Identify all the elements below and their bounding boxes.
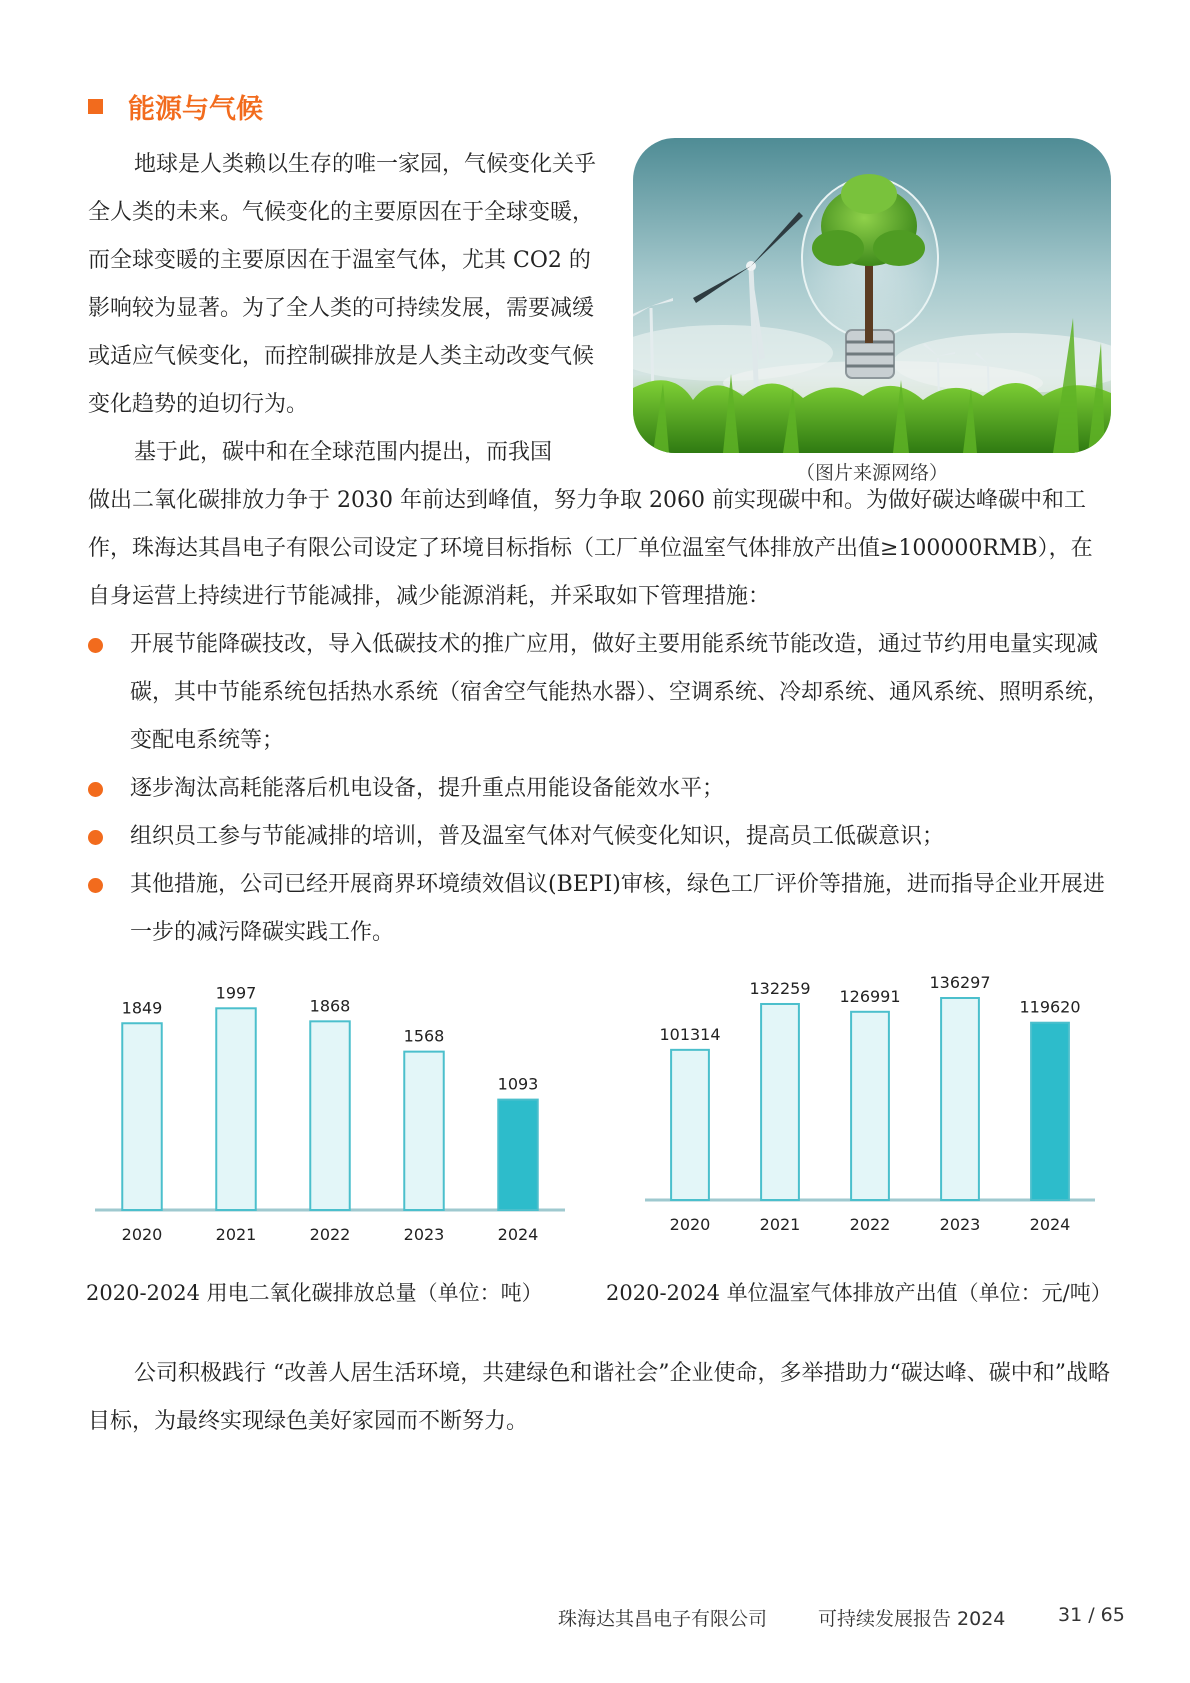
measure-text: 其他措施，公司已经开展商界环境绩效倡议(BEPI)审核，绿色工厂评价等措施，进而指导企业开展进一步的减污降碳实践工作。 bbox=[130, 872, 1105, 945]
measure-text: 逐步淘汰高耗能落后机电设备，提升重点用能设备能效水平； bbox=[130, 776, 725, 801]
x-tick-label: 2022 bbox=[849, 1215, 891, 1234]
chart-caption-co2: 2020-2024 用电二氧化碳排放总量（单位：吨） bbox=[86, 1281, 543, 1305]
data-label: 1849 bbox=[121, 998, 163, 1018]
x-tick-label: 2023 bbox=[403, 1225, 445, 1244]
x-tick-label: 2024 bbox=[1029, 1215, 1071, 1234]
bullet-dot-icon bbox=[88, 830, 103, 845]
x-tick-label: 2022 bbox=[309, 1225, 351, 1244]
list-item bbox=[88, 765, 1113, 813]
bullet-dot-icon bbox=[88, 878, 103, 893]
bar-2020 bbox=[671, 1050, 709, 1200]
ghg-output-value-bar-chart bbox=[645, 958, 1095, 1250]
bar-2021 bbox=[216, 1008, 255, 1210]
lightbulb-tree-wind-turbine-image bbox=[633, 138, 1111, 453]
bar-2022 bbox=[851, 1012, 889, 1200]
bar-2021 bbox=[761, 1004, 799, 1200]
data-label: 1868 bbox=[309, 996, 351, 1016]
data-label: 136297 bbox=[929, 973, 991, 992]
list-item bbox=[88, 621, 1113, 765]
heading-square-icon bbox=[88, 99, 103, 114]
bar-2022 bbox=[310, 1021, 349, 1210]
bullet-dot-icon bbox=[88, 782, 103, 797]
footer-company: 珠海达其昌电子有限公司 bbox=[558, 1608, 768, 1630]
image-caption: （图片来源网络） bbox=[795, 462, 948, 484]
chart-caption-ghg: 2020-2024 单位温室气体排放产出值（单位：元/吨） bbox=[606, 1281, 1112, 1305]
x-tick-label: 2020 bbox=[121, 1225, 163, 1244]
x-tick-label: 2020 bbox=[669, 1215, 711, 1234]
intro-paragraph-2-rest: 做出二氧化碳排放力争于 2030 年前达到峰值，努力争取 2060 前实现碳中和。为做好碳达峰碳中和工作，珠海达其昌电子有限公司设定了环境目标指标（工厂单位温室气体排放产出值≥100000RMB），在自身运营上持续进行节能减排，减少能源消耗，并采取如下管理措施： bbox=[88, 488, 1093, 609]
bullet-dot-icon bbox=[88, 638, 103, 653]
measure-text: 开展节能降碳技改，导入低碳技术的推广应用，做好主要用能系统节能改造，通过节约用电量实现减碳，其中节能系统包括热水系统（宿舍空气能热水器）、空调系统、冷却系统、通风系统、照明系统，变配电系统等； bbox=[130, 632, 1110, 753]
data-label: 1093 bbox=[497, 1074, 539, 1094]
intro-paragraph-1: 地球是人类赖以生存的唯一家园，气候变化关乎全人类的未来。气候变化的主要原因在于全球变暖，而全球变暖的主要原因在于温室气体，尤其 CO2 的影响较为显著。为了全人类的可持续发展，需要减缓或适应气候变化，而控制碳排放是人类主动改变气候变化趋势的迫切行为。 bbox=[88, 152, 597, 417]
measures-list bbox=[88, 621, 1113, 957]
intro-paragraph-2-start: 基于此，碳中和在全球范围内提出，而我国 bbox=[134, 440, 553, 465]
list-item bbox=[88, 813, 1113, 861]
measure-text: 组织员工参与节能减排的培训，普及温室气体对气候变化知识，提高员工低碳意识； bbox=[130, 824, 945, 849]
section-heading bbox=[88, 86, 263, 126]
data-label: 101314 bbox=[659, 1024, 721, 1044]
co2-emissions-bar-chart bbox=[95, 968, 565, 1260]
list-item bbox=[88, 861, 1113, 957]
data-label: 132259 bbox=[749, 978, 811, 998]
section-title: 能源与气候 bbox=[128, 93, 263, 125]
data-label: 126991 bbox=[839, 986, 901, 1006]
bar-2023 bbox=[404, 1052, 443, 1210]
x-tick-label: 2021 bbox=[215, 1225, 257, 1244]
x-tick-label: 2023 bbox=[939, 1215, 981, 1234]
bar-chart-svg bbox=[645, 958, 1095, 1250]
data-label: 119620 bbox=[1019, 997, 1081, 1017]
data-label: 1568 bbox=[403, 1026, 445, 1046]
footer-report-title: 可持续发展报告 2024 bbox=[818, 1608, 1006, 1630]
data-label: 1997 bbox=[215, 983, 257, 1003]
footer-page-number: 31 / 65 bbox=[1058, 1604, 1125, 1626]
closing-paragraph: 公司积极践行 “改善人居生活环境，共建绿色和谐社会”企业使命，多举措助力“碳达峰、碳中和”战略目标，为最终实现绿色美好家园而不断努力。 bbox=[88, 1361, 1110, 1434]
bar-2020 bbox=[122, 1023, 161, 1210]
bar-2024 bbox=[498, 1100, 537, 1210]
bar-chart-svg bbox=[95, 968, 565, 1260]
bar-2023 bbox=[941, 998, 979, 1200]
x-tick-label: 2024 bbox=[497, 1225, 539, 1244]
bar-2024 bbox=[1031, 1023, 1069, 1200]
x-tick-label: 2021 bbox=[759, 1215, 801, 1234]
